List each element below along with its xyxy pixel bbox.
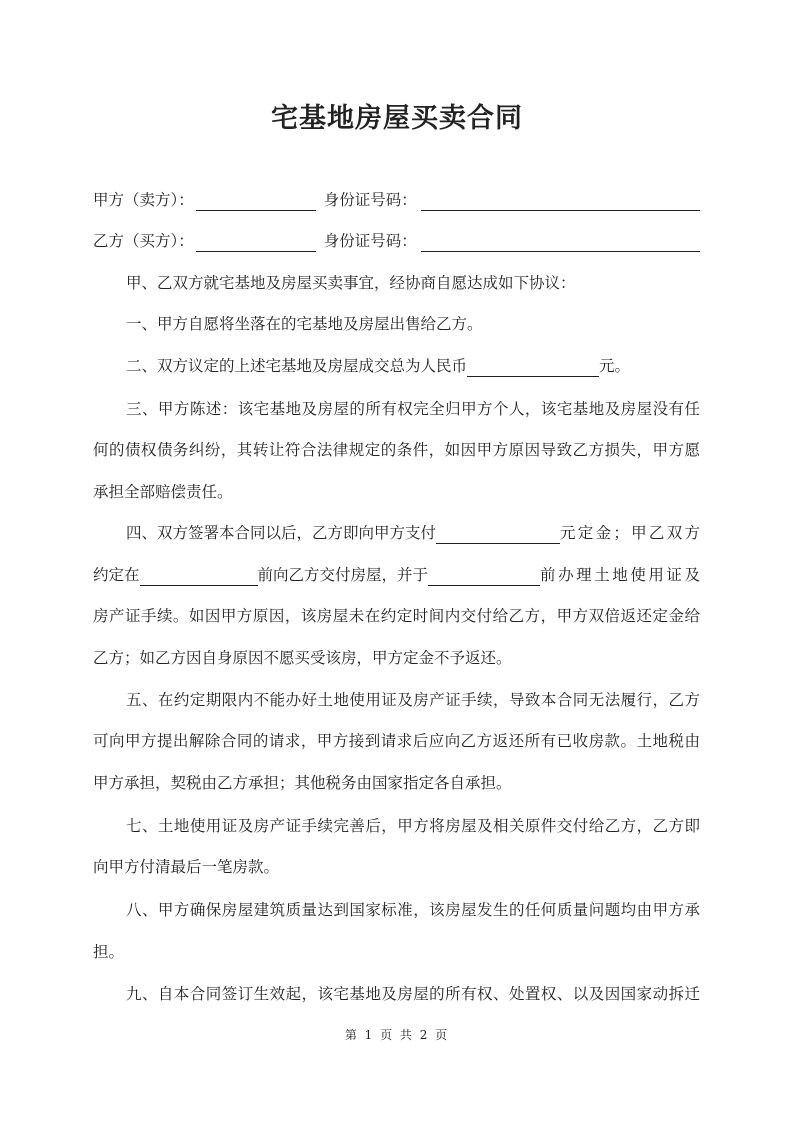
- clause-3-line-2: 何的债权债务纠纷，其转让符合法律规定的条件，如因甲方原因导致乙方损失，甲方愿: [93, 441, 700, 459]
- clause-8-line-2: 担。: [93, 943, 125, 961]
- clause-7-line-1: 七、土地使用证及房产证手续完善后，甲方将房屋及相关原件交付给乙方，乙方即: [126, 817, 700, 835]
- buyer-name-field[interactable]: [196, 233, 316, 252]
- clause-9-line-1: 九、自本合同签订生效起，该宅基地及房屋的所有权、处置权、以及因国家动拆迁: [126, 985, 700, 1003]
- clause-3-line-3: 承担全部赔偿责任。: [93, 483, 233, 501]
- deposit-field[interactable]: [436, 525, 560, 544]
- clause-2: [126, 355, 700, 377]
- delivery-date-field[interactable]: [140, 567, 258, 586]
- clause-5-line-3: 甲方承担，契税由乙方承担；其他税务由国家指定各自承担。: [93, 774, 512, 792]
- buyer-label: 乙方（买方）：: [93, 232, 194, 250]
- document-title: 宅基地房屋买卖合同: [271, 103, 523, 134]
- clause-8-line-1: 八、甲方确保房屋建筑质量达到国家标准，该房屋发生的任何质量问题均由甲方承: [126, 901, 700, 919]
- buyer-id-field[interactable]: [421, 233, 700, 252]
- clause-4-text-3: 约定在: [93, 566, 140, 584]
- seller-id-field[interactable]: [421, 192, 700, 211]
- clause-4-text: 四、双方签署本合同以后，乙方即向甲方支付: [126, 524, 437, 542]
- clause-4-text-5: 前办理土地使用证及: [540, 566, 700, 584]
- clause-2-text: 二、双方议定的上述宅基地及房屋成交总为人民币: [126, 357, 468, 375]
- clause-4-line-4: 乙方；如乙方因自身原因不愿买受该房，甲方定金不予返还。: [93, 649, 512, 667]
- clause-5-line-2: 可向甲方提出解除合同的请求，甲方接到请求后应向乙方返还所有已收房款。土地税由: [93, 732, 700, 750]
- clause-5-line-1: 五、在约定期限内不能办好土地使用证及房产证手续，导致本合同无法履行，乙方: [126, 691, 700, 709]
- seller-label: 甲方（卖方）：: [93, 191, 194, 209]
- seller-name-field[interactable]: [196, 192, 316, 211]
- buyer-id-label: 身份证号码：: [323, 232, 417, 250]
- buyer-row: [93, 230, 700, 252]
- clause-4-line-1: [126, 522, 700, 544]
- clause-4-text-2: 元定金；甲乙双方: [560, 524, 700, 542]
- clause-1: 一、甲方自愿将坐落在的宅基地及房屋出售给乙方。: [126, 315, 483, 333]
- price-field[interactable]: [467, 358, 599, 377]
- page-number: 第 1 页 共 2 页: [344, 1028, 450, 1042]
- clause-7-line-2: 向甲方付清最后一笔房款。: [93, 858, 280, 876]
- clause-3-line-1: 三、甲方陈述：该宅基地及房屋的所有权完全归甲方个人，该宅基地及房屋没有任: [126, 400, 700, 418]
- clause-2-unit: 元。: [599, 357, 631, 375]
- clause-4-line-2: [93, 564, 700, 586]
- intro-text: 甲、乙双方就宅基地及房屋买卖事宜，经协商自愿达成如下协议：: [126, 274, 576, 292]
- certificate-date-field[interactable]: [428, 567, 540, 586]
- clause-4-text-4: 前向乙方交付房屋，并于: [257, 566, 429, 584]
- seller-row: [93, 189, 700, 211]
- seller-id-label: 身份证号码：: [323, 191, 417, 209]
- clause-4-line-3: 房产证手续。如因甲方原因，该房屋未在约定时间内交付给乙方，甲方双倍返还定金给: [93, 607, 700, 625]
